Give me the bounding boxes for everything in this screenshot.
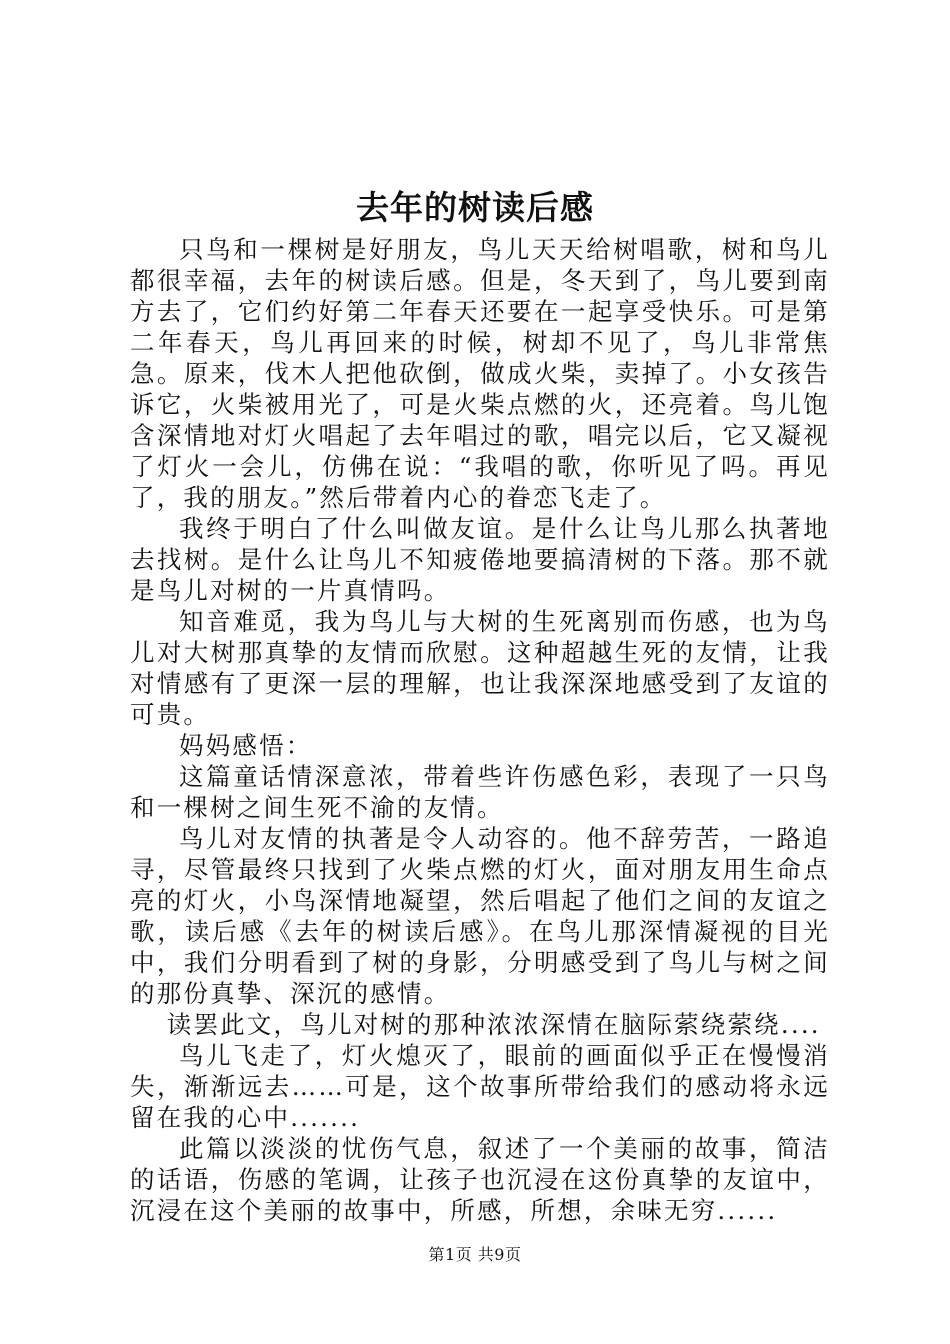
paragraph: 鸟儿飞走了，灯火熄灭了，眼前的画面似乎正在慢慢消失，渐渐远去……可是，这个故事所带给我们的感动将永远留在我的心中.......	[130, 1041, 830, 1132]
paragraph: 读罢此文，鸟儿对树的那种浓浓深情在脑际萦绕萦绕....	[166, 1010, 821, 1039]
paragraph: 这篇童话情深意浓，带着些许伤感色彩，表现了一只鸟和一棵树之间生死不渝的友情。	[130, 762, 830, 822]
paragraph: 只鸟和一棵树是好朋友，鸟儿天天给树唱歌，树和鸟儿都很幸福，去年的树读后感。但是，冬天到了，鸟儿要到南方去了，它们约好第二年春天还要在一起享受快乐。可是第二年春天，鸟儿再回来的时候，树却不见了，鸟儿非常焦急。原来，伐木人把他砍倒，做成火柴，卖掉了。小女孩告诉它，火柴被用光了，可是火柴点燃的火，还亮着。鸟儿饱含深情地对灯火唱起了去年唱过的歌，唱完以后，它又凝视了灯火一会儿，仿佛在说：“我唱的歌，你听见了吗。再见了，我的朋友。”然后带着内心的眷恋飞走了。	[130, 235, 830, 512]
document-body	[130, 234, 830, 1226]
paragraph: 我终于明白了什么叫做友谊。是什么让鸟儿那么执著地去找树。是什么让鸟儿不知疲倦地要搞清树的下落。那不就是鸟儿对树的一片真情吗。	[130, 514, 830, 605]
paragraph: 此篇以淡淡的忧伤气息，叙述了一个美丽的故事，简洁的话语，伤感的笔调，让孩子也沉浸在这份真挚的友谊中，沉浸在这个美丽的故事中，所感，所想，余味无穷......	[130, 1134, 830, 1225]
document-title: 去年的树读后感	[356, 188, 594, 227]
page-footer: 第1页 共9页	[428, 1245, 522, 1264]
paragraph-heading: 妈妈感悟：	[179, 731, 313, 760]
paragraph: 知音难觅，我为鸟儿与大树的生死离别而伤感，也为鸟儿对大树那真挚的友情而欣慰。这种超越生死的友情，让我对情感有了更深一层的理解，也让我深深地感受到了友谊的可贵。	[130, 607, 830, 729]
paragraph: 鸟儿对友情的执著是令人动容的。他不辞劳苦，一路追寻，尽管最终只找到了火柴点燃的灯火，面对朋友用生命点亮的灯火，小鸟深情地凝望，然后唱起了他们之间的友谊之歌，读后感《去年的树读后感》。在鸟儿那深情凝视的目光中，我们分明看到了树的身影，分明感受到了鸟儿与树之间的那份真挚、深沉的感情。	[130, 824, 830, 1008]
